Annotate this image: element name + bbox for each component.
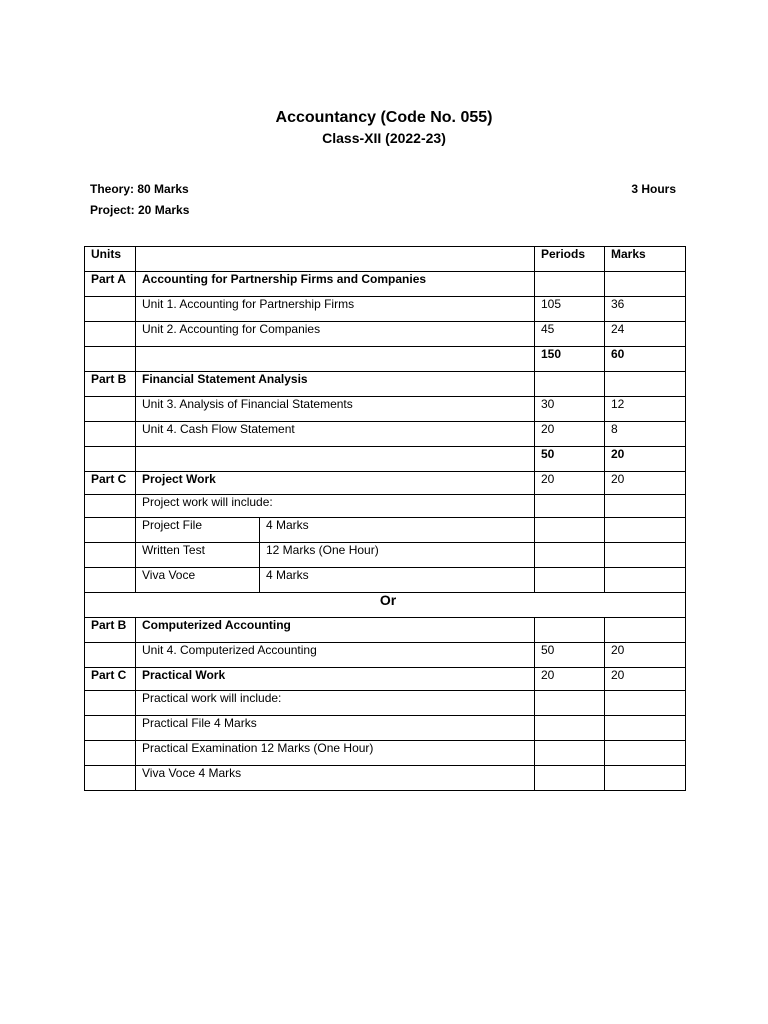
table-row (85, 397, 686, 422)
table-row (85, 272, 686, 297)
unit-periods: 45 (535, 322, 605, 347)
component-name: Viva Voce (136, 568, 260, 593)
empty-cell (535, 568, 605, 593)
table-row (85, 618, 686, 643)
empty-cell (85, 691, 136, 716)
part-periods: 20 (535, 668, 605, 691)
unit-marks: 24 (605, 322, 686, 347)
document-subtitle: Class-XII (2022-23) (322, 130, 446, 146)
table-row (85, 422, 686, 447)
table-row (85, 297, 686, 322)
document-title: Accountancy (Code No. 055) (275, 109, 493, 126)
empty-cell (85, 543, 136, 568)
empty-cell (605, 495, 686, 518)
part-title: Project Work (136, 472, 535, 495)
total-marks: 20 (605, 447, 686, 472)
part-title: Computerized Accounting (136, 618, 535, 643)
empty-cell (85, 447, 136, 472)
table-row (85, 741, 686, 766)
table-row (85, 472, 686, 495)
empty-cell (85, 297, 136, 322)
total-marks: 60 (605, 347, 686, 372)
table-row (85, 372, 686, 397)
header-periods: Periods (535, 247, 605, 272)
unit-marks: 36 (605, 297, 686, 322)
practical-exam: Practical Examination 12 Marks (One Hour) (136, 741, 535, 766)
unit-name: Unit 4. Cash Flow Statement (136, 422, 535, 447)
empty-cell (535, 716, 605, 741)
component-name: Project File (136, 518, 260, 543)
unit-marks: 8 (605, 422, 686, 447)
empty-cell (85, 322, 136, 347)
empty-cell (605, 372, 686, 397)
component-marks: 4 Marks (260, 568, 535, 593)
empty-cell (535, 495, 605, 518)
empty-cell (605, 766, 686, 791)
empty-cell (535, 766, 605, 791)
empty-cell (85, 568, 136, 593)
empty-cell (605, 741, 686, 766)
syllabus-table (84, 246, 686, 791)
table-row (85, 543, 686, 568)
empty-cell (85, 495, 136, 518)
table-row (85, 347, 686, 372)
empty-cell (535, 543, 605, 568)
empty-cell (605, 543, 686, 568)
component-name: Written Test (136, 543, 260, 568)
empty-cell (85, 518, 136, 543)
practical-intro: Practical work will include: (136, 691, 535, 716)
empty-cell (85, 347, 136, 372)
part-title: Practical Work (136, 668, 535, 691)
unit-periods: 50 (535, 643, 605, 668)
header-units: Units (85, 247, 136, 272)
part-marks: 20 (605, 472, 686, 495)
unit-periods: 30 (535, 397, 605, 422)
table-row (85, 518, 686, 543)
empty-cell (535, 272, 605, 297)
part-title: Accounting for Partnership Firms and Companies (136, 272, 535, 297)
empty-cell (605, 716, 686, 741)
part-label: Part C (85, 472, 136, 495)
empty-cell (605, 691, 686, 716)
part-label: Part B (85, 372, 136, 397)
empty-cell (605, 618, 686, 643)
empty-cell (85, 766, 136, 791)
unit-name: Unit 1. Accounting for Partnership Firms (136, 297, 535, 322)
table-row (85, 495, 686, 518)
part-label: Part C (85, 668, 136, 691)
header-marks: Marks (605, 247, 686, 272)
table-row (85, 322, 686, 347)
empty-cell (605, 518, 686, 543)
empty-cell (535, 741, 605, 766)
part-marks: 20 (605, 668, 686, 691)
total-periods: 150 (535, 347, 605, 372)
empty-cell (85, 397, 136, 422)
empty-cell (136, 347, 535, 372)
table-header-row (85, 247, 686, 272)
header-blank (136, 247, 535, 272)
empty-cell (605, 272, 686, 297)
part-title: Financial Statement Analysis (136, 372, 535, 397)
empty-cell (605, 568, 686, 593)
unit-name: Unit 4. Computerized Accounting (136, 643, 535, 668)
empty-cell (85, 716, 136, 741)
theory-marks: Theory: 80 Marks (90, 182, 189, 196)
table-row (85, 716, 686, 741)
table-row (85, 643, 686, 668)
component-marks: 4 Marks (260, 518, 535, 543)
table-row (85, 691, 686, 716)
part-periods: 20 (535, 472, 605, 495)
table-row (85, 766, 686, 791)
unit-periods: 20 (535, 422, 605, 447)
unit-name: Unit 3. Analysis of Financial Statements (136, 397, 535, 422)
empty-cell (535, 618, 605, 643)
empty-cell (535, 518, 605, 543)
unit-marks: 12 (605, 397, 686, 422)
table-row (85, 593, 686, 618)
table-row (85, 447, 686, 472)
project-intro: Project work will include: (136, 495, 535, 518)
total-periods: 50 (535, 447, 605, 472)
empty-cell (85, 643, 136, 668)
unit-name: Unit 2. Accounting for Companies (136, 322, 535, 347)
or-separator: Or (85, 593, 686, 618)
empty-cell (85, 422, 136, 447)
empty-cell (136, 447, 535, 472)
table-row (85, 568, 686, 593)
part-label: Part B (85, 618, 136, 643)
viva-voce-practical: Viva Voce 4 Marks (136, 766, 535, 791)
unit-periods: 105 (535, 297, 605, 322)
unit-marks: 20 (605, 643, 686, 668)
table-row (85, 668, 686, 691)
component-marks: 12 Marks (One Hour) (260, 543, 535, 568)
empty-cell (535, 372, 605, 397)
part-label: Part A (85, 272, 136, 297)
empty-cell (85, 741, 136, 766)
practical-file: Practical File 4 Marks (136, 716, 535, 741)
project-marks: Project: 20 Marks (90, 203, 190, 217)
exam-duration: 3 Hours (631, 182, 676, 196)
empty-cell (535, 691, 605, 716)
